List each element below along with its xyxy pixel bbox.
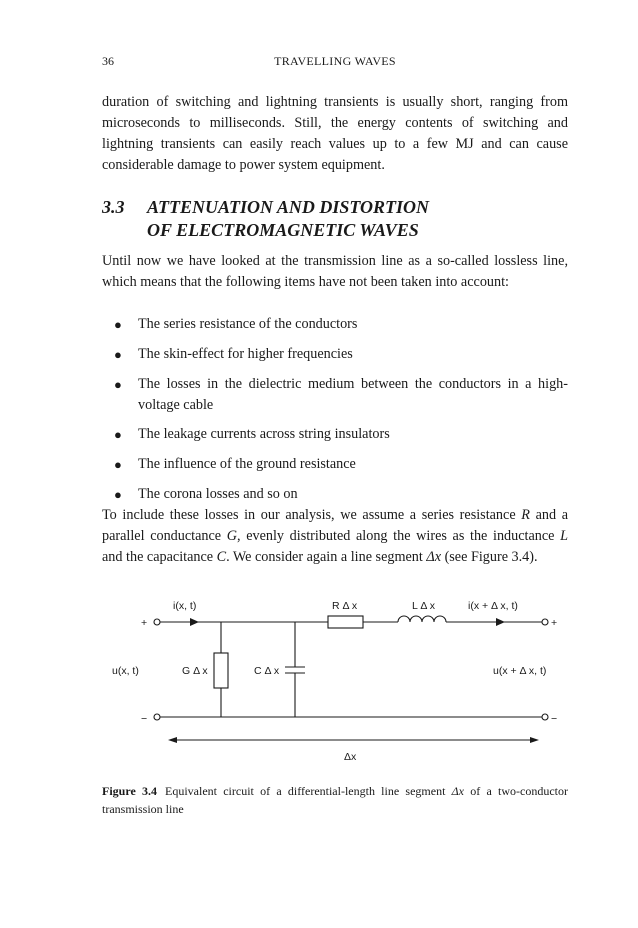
list-item-text: The influence of the ground resistance xyxy=(138,456,356,472)
bullet-icon: ● xyxy=(114,317,122,332)
conductance-symbol xyxy=(214,653,228,688)
bullet-icon: ● xyxy=(114,377,122,392)
section-title-line-2: OF ELECTROMAGNETIC WAVES xyxy=(147,220,419,240)
bullet-icon: ● xyxy=(114,457,122,472)
circuit-figure xyxy=(100,592,570,777)
inductor-label: L Δ x xyxy=(412,600,435,612)
list-item-text: The series resistance of the conductors xyxy=(138,316,358,332)
minus-sign-right: − xyxy=(551,713,558,725)
terminal-out-plus xyxy=(542,619,548,625)
capacitance-label: C Δ x xyxy=(254,665,280,677)
current-in-arrow-icon xyxy=(190,618,199,626)
voltage-out-label: u(x + Δ x, t) xyxy=(493,665,547,677)
bullet-icon: ● xyxy=(114,427,122,442)
figure-caption-label: Figure 3.4 xyxy=(102,784,158,798)
minus-sign-left: − xyxy=(141,713,148,725)
length-label: Δx xyxy=(344,751,357,763)
page-number: 36 xyxy=(102,54,114,68)
body-paragraph: To include these losses in our analysis, we assume a series resistance R and a parallel conductance G, evenly distributed along the wires as the inductance L and the capacitance C. We consider again a line segment Δx (see Figure 3.4). xyxy=(102,507,569,565)
section-title xyxy=(147,196,567,242)
circuit-diagram xyxy=(100,592,570,777)
dimension-arrow-right-icon xyxy=(530,737,539,743)
dimension-arrow-left-icon xyxy=(168,737,177,743)
list-item-text: The corona losses and so on xyxy=(138,486,298,502)
lead-paragraph: Until now we have looked at the transmission line as a so-called lossless line, which means that the following items have not been taken into account: xyxy=(102,253,568,290)
bullet-icon: ● xyxy=(114,347,122,362)
current-in-label: i(x, t) xyxy=(173,600,197,612)
current-out-label: i(x + Δ x, t) xyxy=(468,600,518,612)
conductance-label: G Δ x xyxy=(182,665,208,677)
section-title-line-1: ATTENUATION AND DISTORTION xyxy=(147,197,430,217)
plus-sign-left: + xyxy=(141,617,148,629)
figure-caption: Figure 3.4 Equivalent circuit of a differential-length line segment Δx of a two-conductor transmission line xyxy=(102,784,569,816)
plus-sign-right: + xyxy=(551,617,558,629)
running-header xyxy=(102,54,568,70)
list-item-text: The leakage currents across string insulators xyxy=(138,426,390,442)
terminal-in-plus xyxy=(154,619,160,625)
inductor-symbol xyxy=(398,616,446,622)
resistor-symbol xyxy=(328,616,363,628)
list-item-text: The skin-effect for higher frequencies xyxy=(138,346,353,362)
list-item-text: The losses in the dielectric medium between the conductors in a high-voltage cable xyxy=(138,376,568,413)
running-title: TRAVELLING WAVES xyxy=(274,54,396,68)
bullet-icon: ● xyxy=(114,487,122,502)
section-number: 3.3 xyxy=(102,197,125,217)
voltage-in-label: u(x, t) xyxy=(112,665,139,677)
terminal-in-minus xyxy=(154,714,160,720)
intro-paragraph: duration of switching and lightning transients is usually short, ranging from microseconds to milliseconds. Still, the energy contents of switching and lightning transients can easily reach values up to a few MJ and can cause considerable damage to power system equipment. xyxy=(102,94,568,173)
current-out-arrow-icon xyxy=(496,618,505,626)
terminal-out-minus xyxy=(542,714,548,720)
resistor-label: R Δ x xyxy=(332,600,358,612)
